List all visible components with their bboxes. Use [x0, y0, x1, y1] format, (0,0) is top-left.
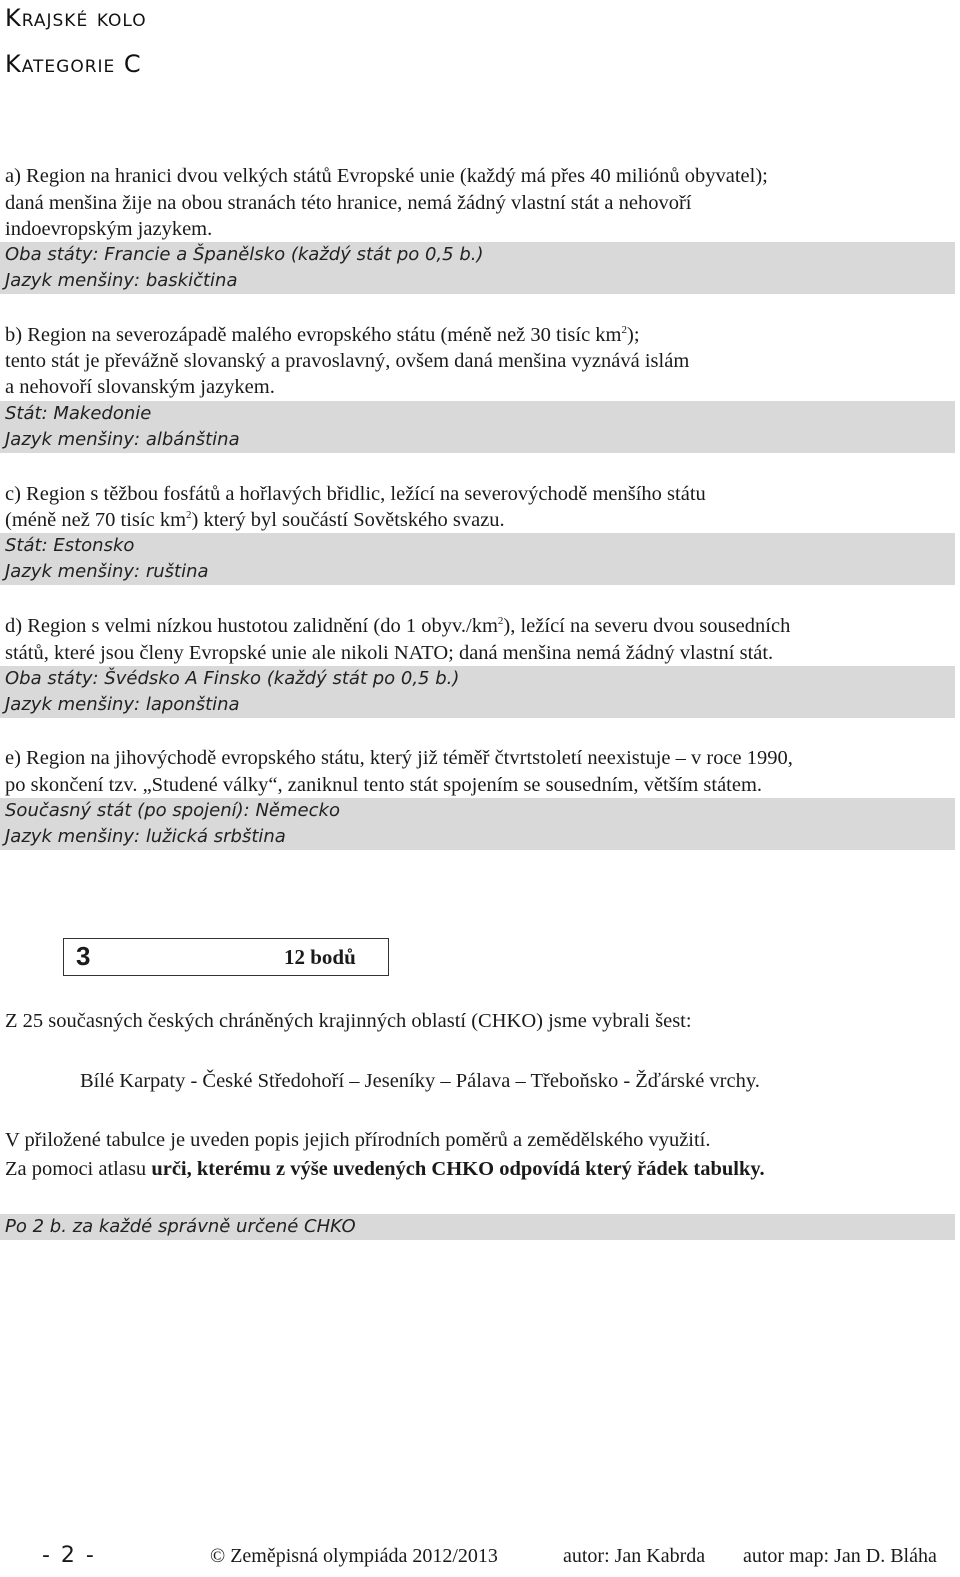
task3-description-2: Za pomoci atlasu urči, kterému z výše uvedených CHKO odpovídá který řádek tabulky.	[5, 1158, 765, 1180]
item-b-line-1: b) Region na severozápadě malého evropského státu (méně než 30 tisíc $km^2$);	[5, 324, 640, 346]
item-b-line-3: a nehovoří slovanským jazykem.	[5, 376, 275, 398]
item-a-line-3: indoevropským jazykem.	[5, 218, 213, 240]
item-c-answer-1: Stát: Estonsko	[0, 533, 955, 559]
task-points: 12 bodů	[284, 945, 356, 969]
task3-description-1: V přiložené tabulce je uveden popis jejich přírodních poměrů a zemědělského využití.	[5, 1129, 711, 1151]
item-e-answer-1: Současný stát (po spojení): Německo	[0, 798, 955, 824]
item-c-line-1: c) Region s těžbou fosfátů a hořlavých břidlic, ležící na severovýchodě menšího státu	[5, 483, 706, 505]
item-b-answer-1: Stát: Makedonie	[0, 401, 955, 427]
footer-map-author: autor map: Jan D. Bláha	[743, 1545, 937, 1567]
task3-intro: Z 25 současných českých chráněných krajinných oblastí (CHKO) jsme vybrali šest:	[5, 1010, 692, 1032]
item-b-answer-2: Jazyk menšiny: albánština	[0, 427, 955, 453]
footer-copyright: © Zeměpisná olympiáda 2012/2013	[210, 1545, 498, 1567]
item-a-line-2: daná menšina žije na obou stranách této hranice, nemá žádný vlastní stát a nehovoří	[5, 192, 692, 214]
item-c-line-2: (méně než 70 tisíc $km^2$) který byl součástí Sovětského svazu.	[5, 509, 505, 531]
item-a-line-1: a) Region na hranici dvou velkých států Evropské unie (každý má přes 40 miliónů obyvatel);	[5, 165, 768, 187]
task-header-box	[63, 938, 389, 976]
header-round: Krajské kolo	[5, 4, 147, 32]
task3-scoring: Po 2 b. za každé správně určené CHKO	[0, 1214, 955, 1240]
header-category: Kategorie C	[5, 50, 142, 78]
page-number: - 2 -	[42, 1543, 96, 1568]
item-e-line-2: po skončení tzv. „Studené války“, zaniknul tento stát spojením se sousedním, větším státem.	[5, 774, 763, 796]
item-d-line-2: států, které jsou členy Evropské unie ale nikoli NATO; daná menšina nemá žádný vlastní stát.	[5, 642, 774, 664]
item-d-answer-2: Jazyk menšiny: laponština	[0, 692, 955, 718]
item-d-line-1: d) Region s velmi nízkou hustotou zalidnění (do 1 $obyv./km^2$), ležící na severu dvou sousedních	[5, 615, 791, 637]
item-a-answer-2: Jazyk menšiny: baskičtina	[0, 268, 955, 294]
item-a-answer-1: Oba státy: Francie a Španělsko (každý stát po 0,5 b.)	[0, 242, 955, 268]
item-e-line-1: e) Region na jihovýchodě evropského státu, který již téměř čtvrtstoletí neexistuje – v roce 1990,	[5, 747, 793, 769]
item-b-line-2: tento stát je převážně slovanský a pravoslavný, ovšem daná menšina vyznává islám	[5, 350, 690, 372]
task-number: 3	[76, 941, 91, 971]
item-c-answer-2: Jazyk menšiny: ruština	[0, 559, 955, 585]
item-e-answer-2: Jazyk menšiny: lužická srbština	[0, 824, 955, 850]
item-d-answer-1: Oba státy: Švédsko A Finsko (každý stát po 0,5 b.)	[0, 666, 955, 692]
task3-chko-list: Bílé Karpaty - České Středohoří – Jeseníky – Pálava – Třeboňsko - Žďárské vrchy.	[80, 1070, 760, 1092]
footer-author: autor: Jan Kabrda	[563, 1545, 706, 1567]
